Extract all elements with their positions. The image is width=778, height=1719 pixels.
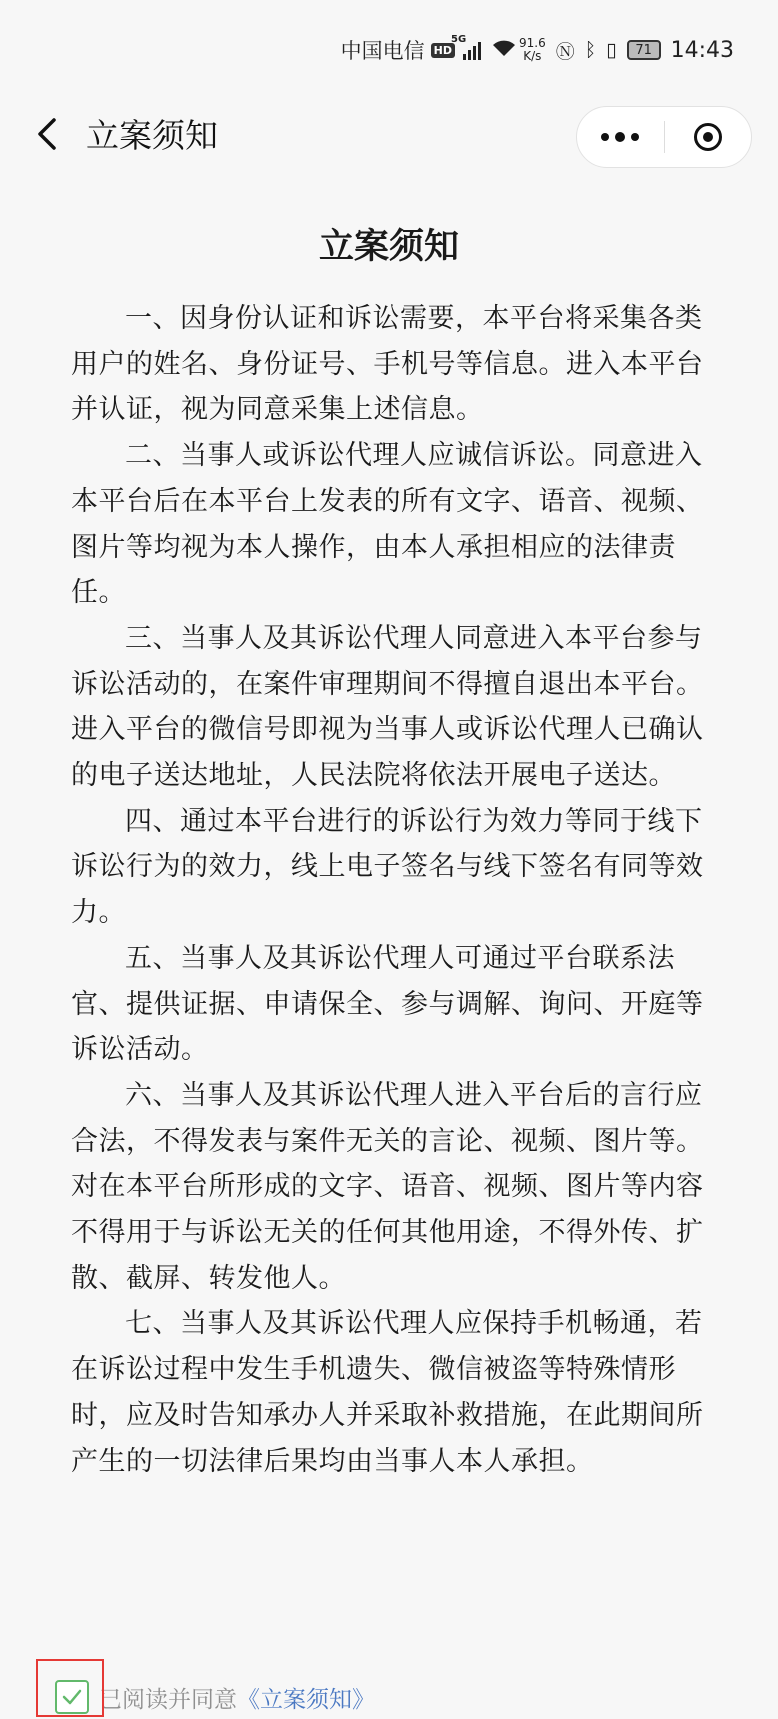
battery-icon: 71	[627, 40, 661, 60]
mini-program-capsule	[576, 106, 752, 168]
vibrate-icon: ▯	[606, 39, 617, 61]
notice-paragraph: 二、当事人或诉讼代理人应诚信诉讼。同意进入本平台后在本平台上发表的所有文字、语音、视频、图片等均视为本人操作，由本人承担相应的法律责任。	[71, 440, 704, 609]
network-speed	[519, 37, 546, 63]
signal-icon	[450, 34, 481, 60]
carrier-label: 中国电信	[340, 39, 425, 63]
speed-value: 91.6	[518, 36, 546, 50]
nfc-icon: Ⓝ	[555, 40, 575, 63]
status-bar	[0, 0, 778, 100]
more-options-icon[interactable]	[577, 132, 664, 142]
notice-paragraph: 六、当事人及其诉讼代理人进入平台后的言行应合法，不得发表与案件无关的言论、视频、图片等。对在本平台所形成的文字、语音、视频、图片等内容不得用于与诉讼无关的任何其他用途，不得外传、扩散、截屏、转发他人。	[71, 1079, 704, 1294]
agree-checkbox[interactable]	[55, 1680, 89, 1714]
notice-paragraph: 五、当事人及其诉讼代理人可通过平台联系法官、提供证据、申请保全、参与调解、询问、开庭等诉讼活动。	[71, 942, 704, 1066]
notice-link[interactable]: 《立案须知》	[237, 1686, 375, 1713]
agreement-row	[55, 1675, 375, 1719]
hd-badge: HD	[431, 43, 455, 58]
target-icon	[694, 123, 722, 151]
notice-paragraph: 四、通过本平台进行的诉讼行为效力等同于线下诉讼行为的效力，线上电子签名与线下签名有同等效力。	[71, 805, 704, 929]
speed-unit: K/s	[523, 49, 542, 63]
document-title: 立案须知	[318, 227, 459, 267]
bluetooth-icon: ᛒ	[584, 39, 597, 61]
notice-paragraph: 三、当事人及其诉讼代理人同意进入本平台参与诉讼活动的，在案件审理期间不得擅自退出本平台。进入平台的微信号即视为当事人或诉讼代理人已确认的电子送达地址，人民法院将依法开展电子送达。	[71, 622, 704, 792]
checkmark-icon	[60, 1685, 84, 1709]
back-arrow-icon[interactable]	[28, 114, 68, 154]
notice-content	[71, 296, 717, 1484]
clock: 14:43	[670, 37, 734, 63]
notice-paragraph: 一、因身份认证和诉讼需要，本平台将采集各类用户的姓名、身份证号、手机号等信息。进入本平台并认证，视为同意采集上述信息。	[71, 303, 704, 426]
notice-paragraph: 七、当事人及其诉讼代理人应保持手机畅通，若在诉讼过程中发生手机遗失、微信被盗等特殊情形时，应及时告知承办人并采取补救措施，在此期间所产生的一切法律后果均由当事人本人承担。	[71, 1308, 704, 1477]
agree-label: 已阅读并同意	[99, 1686, 237, 1713]
network-type: 5G	[450, 34, 467, 45]
close-mini-program-button[interactable]	[665, 123, 752, 151]
nav-title: 立案须知	[86, 116, 218, 155]
wifi-icon	[491, 38, 517, 63]
navigation-bar	[0, 100, 778, 180]
